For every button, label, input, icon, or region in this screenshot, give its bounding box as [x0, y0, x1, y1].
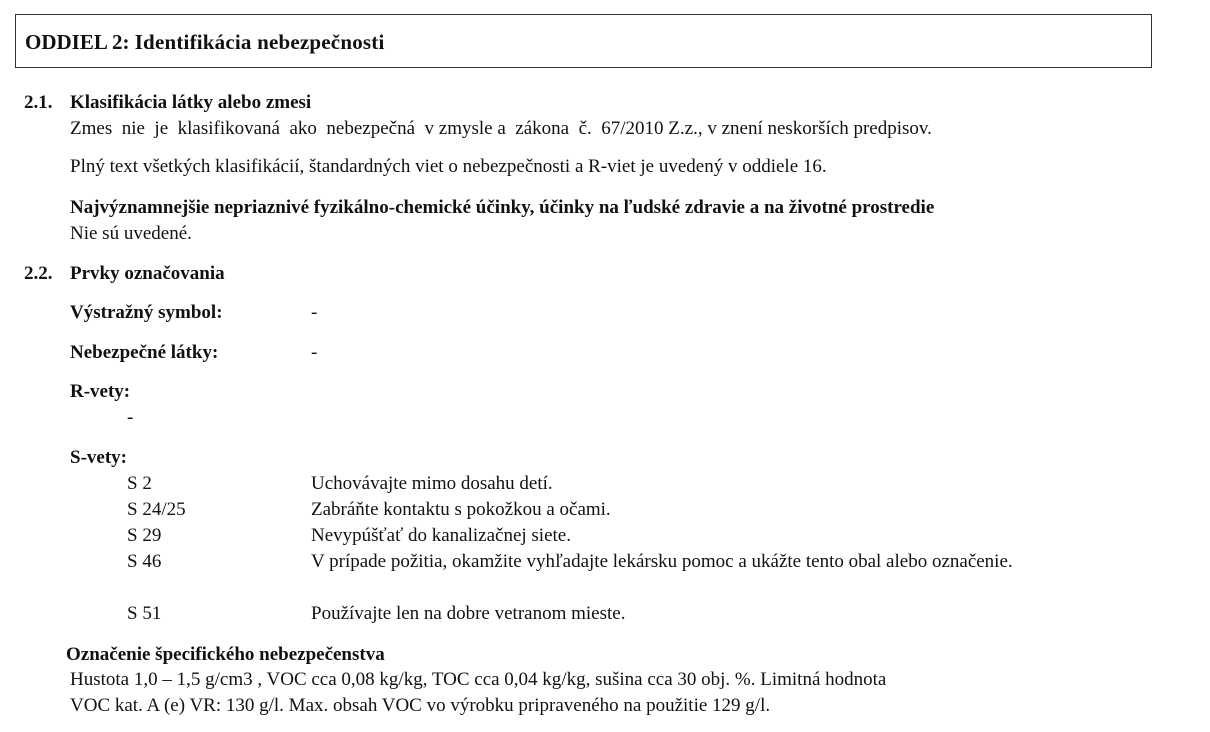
section-header-box — [15, 14, 1152, 68]
s-phrase-text: Používajte len na dobre vetranom mieste. — [311, 603, 626, 624]
s-phrase-text: Nevypúšťať do kanalizačnej siete. — [311, 525, 571, 546]
s-phrase-text: Uchovávajte mimo dosahu detí. — [311, 473, 553, 494]
s-phrases-label: S-vety: — [70, 447, 127, 468]
subsection-heading-2-1: Klasifikácia látky alebo zmesi — [70, 92, 312, 113]
hazardous-substances-value: - — [311, 342, 318, 363]
subsection-heading-2-2: Prvky označovania — [70, 263, 225, 284]
s-phrase-text: V prípade požitia, okamžite vyhľadajte lekársku pomoc a ukážte tento obal alebo označenie. — [311, 551, 1013, 572]
section-label: ODDIEL 2: — [25, 30, 130, 54]
hazard-symbol-value: - — [311, 302, 318, 323]
s-phrase-code: S 29 — [127, 525, 162, 546]
effects-heading: Najvýznamnejšie nepriaznivé fyzikálno-chemické účinky, účinky na ľudské zdravie a na životné prostredie — [70, 197, 935, 218]
s-phrase-code: S 51 — [127, 603, 162, 624]
subsection-number-2-1: 2.1. — [24, 92, 53, 113]
s-phrase-code: S 24/25 — [127, 499, 186, 520]
hazardous-substances-label: Nebezpečné látky: — [70, 342, 219, 363]
section-title-text: Identifikácia nebezpečnosti — [134, 30, 385, 54]
s-phrase-code: S 2 — [127, 473, 152, 494]
specific-hazard-heading: Označenie špecifického nebezpečenstva — [66, 644, 385, 665]
r-phrases-label: R-vety: — [70, 381, 131, 402]
s-phrase-text: Zabráňte kontaktu s pokožkou a očami. — [311, 499, 611, 520]
classification-text: Zmes nie je klasifikovaná ako nebezpečná v zmysle a zákona č. 67/2010 Z.z., v znení neskorších predpisov. — [70, 118, 932, 139]
hazard-symbol-label: Výstražný symbol: — [70, 302, 223, 323]
specific-hazard-line-1: Hustota 1,0 – 1,5 g/cm3 , VOC cca 0,08 kg/kg, TOC cca 0,04 kg/kg, sušina cca 30 obj. %. Limitná hodnota — [70, 669, 887, 690]
specific-hazard-line-2: VOC kat. A (e) VR: 130 g/l. Max. obsah VOC vo výrobku pripraveného na použitie 129 g/l. — [70, 695, 771, 716]
full-text-note: Plný text všetkých klasifikácií, štandardných viet o nebezpečnosti a R-viet je uvedený v oddiele 16. — [70, 156, 827, 177]
subsection-number-2-2: 2.2. — [24, 263, 53, 284]
effects-text: Nie sú uvedené. — [70, 223, 192, 244]
r-phrases-value: - — [127, 407, 134, 428]
section-title — [25, 29, 385, 56]
s-phrase-code: S 46 — [127, 551, 162, 572]
